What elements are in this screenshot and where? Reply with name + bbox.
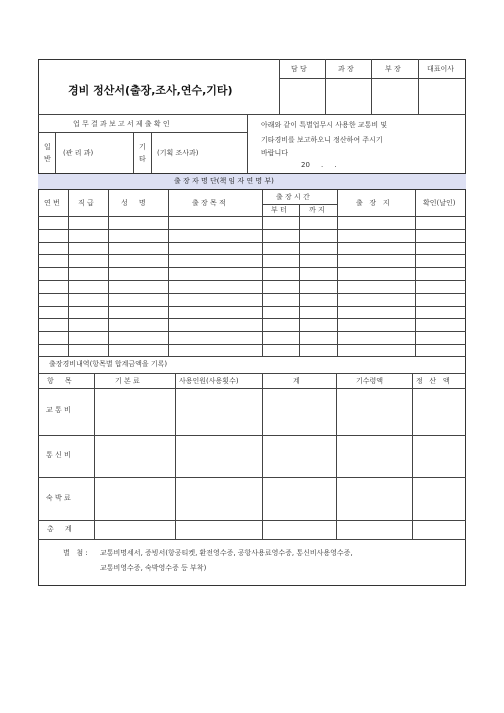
roster-col-period: 출 장 시 간 <box>276 193 310 201</box>
approval-sign-box-section-chief[interactable] <box>326 79 370 113</box>
expense-col-base: 기 본 료 <box>115 377 140 385</box>
roster-row-line <box>38 318 466 319</box>
roster-row-line <box>38 331 466 332</box>
other-dept: (기획 조사과) <box>157 149 199 157</box>
expense-col-total: 계 <box>293 377 300 385</box>
notice-line-1: 아래와 같이 특별업무시 사용한 교통비 및 <box>261 121 388 129</box>
expense-form <box>38 59 466 586</box>
roster-row-line <box>38 280 466 281</box>
notice-line-2: 기타경비를 보고하오니 정산하여 주시기 <box>261 136 383 144</box>
approval-staff: 담 당 <box>291 65 307 73</box>
roster-title: 출 장 자 명 단(책 임 자 연 명 부) <box>174 177 274 185</box>
expense-caption: 출장경비내역(항목별 합계금액을 기록) <box>49 360 168 368</box>
roster-col-place: 출 장 지 <box>356 199 390 207</box>
other-label: 기 타 <box>139 143 146 163</box>
roster-col-to: 까 지 <box>309 206 325 214</box>
roster-col-no: 연 번 <box>44 199 60 207</box>
attachment-line-1: 교통비명세서, 증빙서(항공티켓, 환전영수증, 공항사용료영수증, 통신비사용영수증, <box>100 549 353 557</box>
approval-ceo: 대표이사 <box>427 65 455 73</box>
expense-col-settlement: 정 산 액 <box>416 377 450 385</box>
roster-col-confirm: 확인(날인) <box>423 199 456 207</box>
roster-row-line <box>38 267 466 268</box>
attachment-label: 별 첨 : <box>63 549 88 557</box>
expense-row-lodging: 숙 박 료 <box>46 494 71 502</box>
approval-section-chief: 과 장 <box>338 65 354 73</box>
approval-sign-box-ceo[interactable] <box>419 79 465 113</box>
expense-row-communication: 통 신 비 <box>46 451 71 459</box>
roster-row-line <box>38 242 466 243</box>
general-dept: (관 리 과) <box>63 149 94 157</box>
roster-row-line <box>38 344 466 345</box>
approval-department-head: 부 장 <box>385 65 401 73</box>
roster-row-line <box>38 293 466 294</box>
expense-col-received: 기수령액 <box>356 377 384 385</box>
roster-row-line <box>38 229 466 230</box>
expense-row-total: 총 계 <box>47 525 72 533</box>
roster-col-name: 성 명 <box>121 199 146 207</box>
expense-row-transport: 교 통 비 <box>46 406 71 414</box>
approval-sign-box-staff[interactable] <box>280 79 324 113</box>
expense-col-users: 사용인원(사용횟수) <box>179 377 239 385</box>
attachment-line-2: 교통비영수증, 숙박영수증 등 부착) <box>100 564 207 572</box>
roster-col-purpose: 출 장 목 적 <box>192 199 226 207</box>
roster-col-rank: 직 급 <box>78 199 94 207</box>
date-text: 20 . . <box>301 161 337 169</box>
form-title: 경비 정산서(출장,조사,연수,기타) <box>68 84 233 97</box>
roster-col-from: 부 터 <box>271 206 287 214</box>
report-header: 업 무 결 과 보 고 서 제 출 확 인 <box>73 120 170 128</box>
expense-col-item: 항 목 <box>47 377 72 385</box>
approval-sign-box-department-head[interactable] <box>372 79 417 113</box>
general-label: 일 반 <box>44 143 51 163</box>
roster-row-line <box>38 306 466 307</box>
notice-line-3: 바랍니다 <box>261 149 289 157</box>
roster-row-line <box>38 254 466 255</box>
